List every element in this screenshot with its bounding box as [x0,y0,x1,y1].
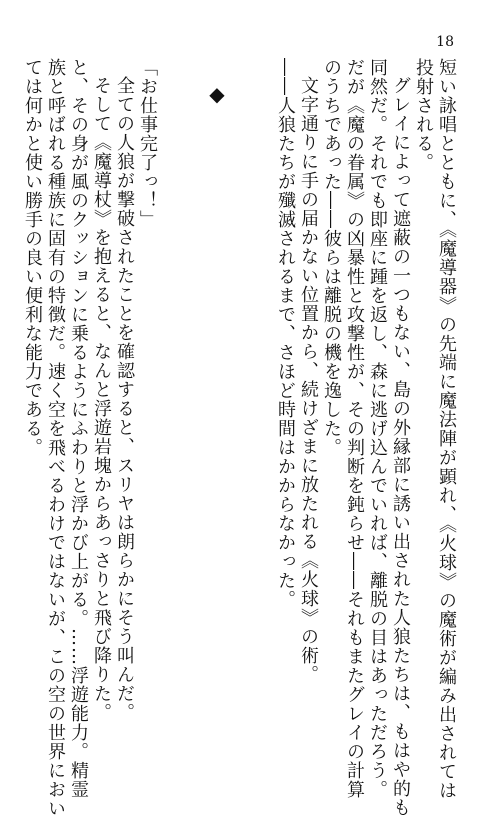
text-line: 文字通りに手の届かない位置から、続けざまに放たれる《火球》の術。 [298,76,319,684]
text-line: グレイによって遮蔽の一つもない、島の外縁部に誘い出された人狼たちは、もはや的も [390,76,411,817]
text-line: 「お仕事完了っ！」 [137,58,158,229]
text-line: と、その身が風のクッションに乗るようにふわりと浮かび上がる。……浮遊能力。精霊 [68,58,89,799]
section-gap [159,58,205,670]
novel-text-block [21,58,458,818]
text-line: だが《魔の眷属》の凶暴性と攻撃性が、その判断を鈍らせ――それもまたグレイの計算 [344,58,365,799]
section-gap [228,58,274,670]
text-line: そして《魔導杖》を抱えると、なんと浮遊岩塊からあっさりと飛び降りた。 [91,76,112,722]
page-number: 18 [436,34,454,50]
text-line: 族と呼ばれる種族に固有の特徴だ。速く空を飛べるわけではないが、この空の世界におい [45,58,66,818]
text-line: ――人狼たちが殲滅されるまで、さほど時間はかからなかった。 [275,58,296,609]
scene-break-diamond-icon: ◆ [205,82,229,107]
text-line: 全ての人狼が撃破されたことを確認すると、スリヤは朗らかにそう叫んだ。 [114,76,135,722]
text-line: 投射される。 [413,58,434,172]
text-line: 同然だ。それでも即座に踵を返し、森に逃げ込んでいれば、離脱の目はあっただろう。 [367,58,388,799]
text-line: ては何かと使い勝手の良い便利な能力である。 [22,58,43,457]
text-line: 短い詠唱とともに、《魔導器》の先端に魔法陣が顕れ、《火球》の魔術が編み出されては [436,58,457,800]
text-line: のうちであった――彼らは離脱の機を逸した。 [321,58,342,457]
